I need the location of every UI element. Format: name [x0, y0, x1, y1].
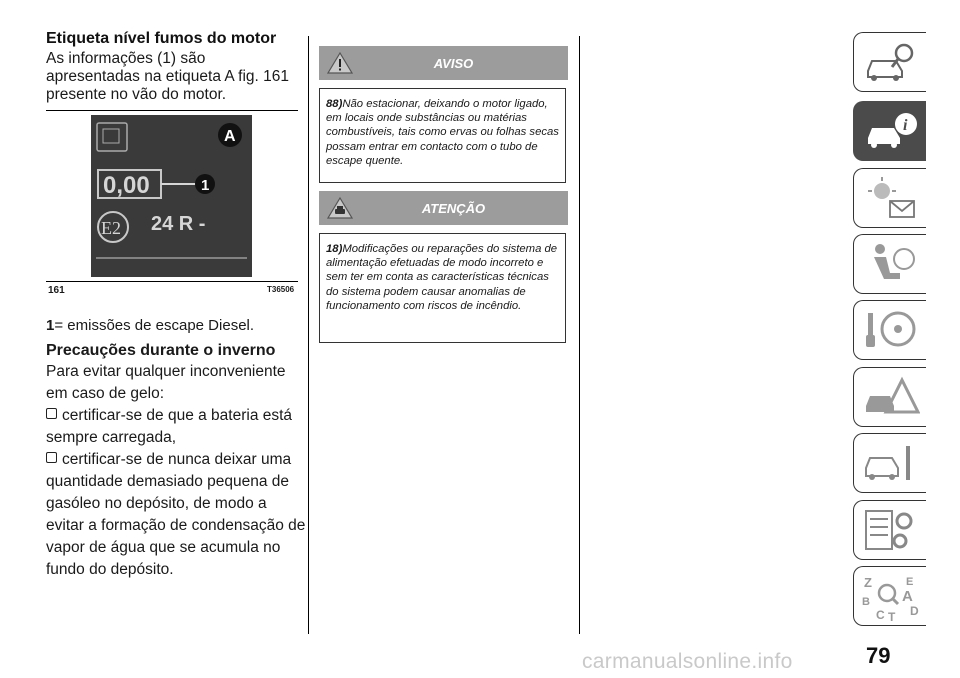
index-letter: C [876, 608, 885, 621]
warning-number: 88) [326, 98, 343, 110]
alphabet-index-icon [860, 571, 920, 621]
watermark: carmanualsonline.info [582, 650, 793, 673]
winter-paragraph [46, 361, 306, 581]
bullet-text: certificar-se de nunca deixar uma quantidade demasiado pequena de gasóleo no depósito, de modo a evitar a formação de condensação de vapor de água que se acumula no fundo do depósito. [46, 451, 306, 578]
column-divider [579, 36, 580, 634]
warning-box [319, 88, 566, 183]
column-divider [308, 36, 309, 634]
list-gears-icon [860, 505, 920, 555]
tab-warning-lights[interactable] [853, 168, 926, 228]
car-magnifier-icon [860, 37, 920, 87]
svg-text:i: i [903, 117, 908, 134]
bullet-icon [46, 452, 57, 463]
figure-class-mark: E2 [101, 218, 121, 238]
figure-caption-rule [46, 281, 298, 282]
tab-alphabetical-index[interactable] [853, 566, 926, 626]
index-letter: B [862, 596, 870, 608]
divider [46, 110, 298, 111]
legend-number: 1 [46, 317, 55, 334]
bullet-icon [46, 408, 57, 419]
figure-161 [91, 115, 252, 277]
bullet-item [46, 405, 306, 449]
figure-code: T36506 [267, 285, 295, 294]
bullet-text: certificar-se de que a bateria está sempre carregada, [46, 407, 293, 446]
index-letter: T [888, 610, 896, 621]
figure-legend [46, 317, 254, 334]
tab-safety[interactable] [853, 234, 926, 294]
index-letter: E [906, 576, 914, 588]
winter-intro: Para evitar qualquer inconveniente em caso de gelo: [46, 363, 286, 402]
figure-readout: 0,00 [103, 172, 150, 199]
caution-header [319, 191, 568, 225]
section-heading: Etiqueta nível fumos do motor [46, 30, 277, 47]
caution-text: Modificações ou reparações do sistema de alimentação efetuadas de modo incorreto e sem ter em conta as características técnicas do sistema podem causar anomalias de funcionamento com riscos de incêndio. [326, 243, 558, 312]
tab-starting-driving[interactable] [853, 300, 926, 360]
caution-title: ATENÇÃO [421, 201, 486, 216]
figure-label-text: 24 R - [151, 213, 206, 235]
key-steering-wheel-icon [860, 305, 920, 355]
caution-box [319, 233, 566, 343]
car-info-icon [860, 106, 920, 156]
index-letter: D [910, 604, 919, 618]
tab-technical-data[interactable] [853, 500, 926, 560]
warning-light-envelope-icon [860, 173, 920, 223]
tab-maintenance[interactable] [853, 433, 926, 493]
warning-text: Não estacionar, deixando o motor ligado, em locais onde substâncias ou matérias combustíveis, tais como ervas ou folhas secas possam entrar em contacto com o tubo de escape quente. [326, 98, 559, 167]
caution-number: 18) [326, 243, 343, 255]
index-letter: A [902, 588, 913, 605]
index-letter: Z [864, 575, 872, 590]
figure-callout: 1 [201, 177, 210, 194]
figure-number: 161 [48, 285, 65, 296]
left-column [46, 30, 298, 104]
page-number: 79 [866, 643, 891, 668]
car-wrench-icon [860, 438, 920, 488]
tab-car-search[interactable] [853, 32, 926, 92]
figure-label-a: A [224, 128, 236, 145]
tab-car-info[interactable] [853, 101, 926, 161]
bullet-item [46, 449, 306, 581]
tab-emergency[interactable] [853, 367, 926, 427]
legend-text: = emissões de escape Diesel. [54, 317, 255, 334]
intro-paragraph: As informações (1) são apresentadas na etiqueta A fig. 161 presente no vão do motor. [46, 50, 290, 103]
airbag-seat-icon [860, 239, 920, 289]
warning-header [319, 46, 568, 80]
section-heading-winter: Precauções durante o inverno [46, 342, 276, 359]
warning-title: AVISO [433, 56, 474, 71]
car-emergency-triangle-icon [860, 372, 920, 422]
